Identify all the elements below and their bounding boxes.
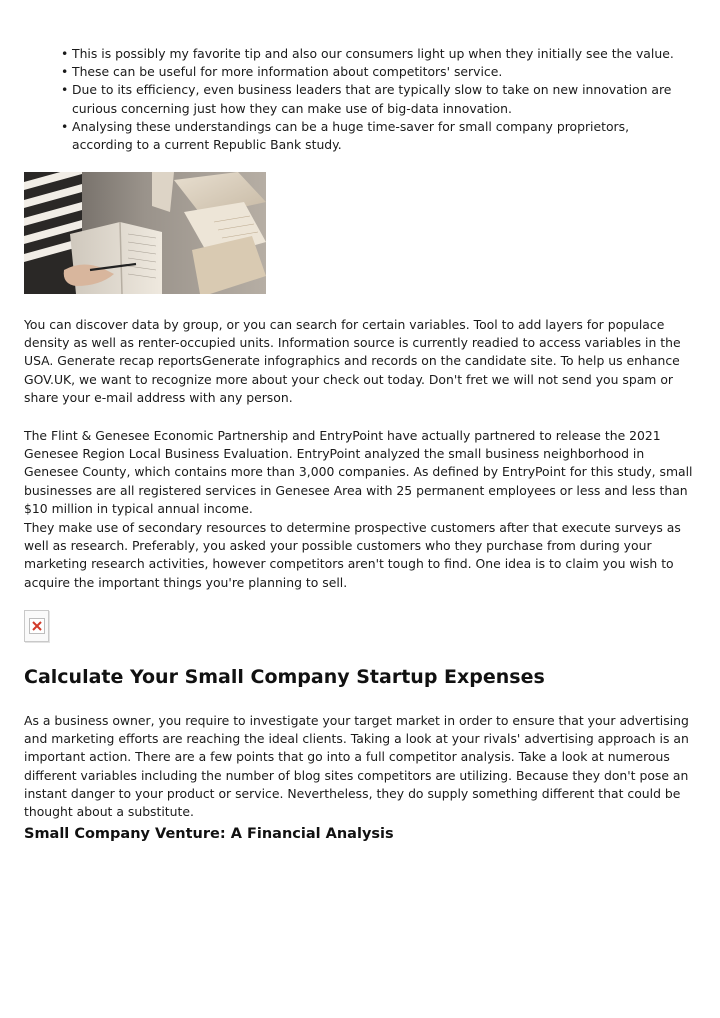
list-item: • Analysing these understandings can be a huge time-saver for small company proprietors, according to a current Republic Bank study. (72, 118, 692, 154)
list-item: • Due to its efficiency, even business leaders that are typically slow to take on new innovation are curious concerning just how they can make use of big-data innovation. (72, 81, 692, 117)
article-photo (24, 172, 266, 294)
body-paragraph: The Flint & Genesee Economic Partnership and EntryPoint have actually partnered to release the 2021 Genesee Region Local Business Evaluation. EntryPoint analyzed the small business neighborhood in Genesee County, which contains more than 3,000 companies. As defined by EntryPoint for this study, small businesses are all registered services in Genesee Area with 25 permanent employees or less and less than $10 million in typical annual income. (24, 428, 693, 516)
subsection-heading: Small Company Venture: A Financial Analysis (24, 826, 394, 842)
list-item: • These can be useful for more information about competitors' service. (72, 63, 692, 81)
list-item: • This is possibly my favorite tip and also our consumers light up when they initially see the value. (72, 45, 692, 63)
body-paragraph: As a business owner, you require to investigate your target market in order to ensure that your advertising and marketing efforts are reaching the ideal clients. Taking a look at your rivals' advertising approach is an important action. There are a few points that go into a full competitor analysis. Take a look at numerous different variables including the number of blog sites competitors are utilizing. Because they don't pose an instant danger to your product or service. Nevertheless, they do supply something different that could be thought about a substitute. (24, 713, 689, 820)
body-paragraph: They make use of secondary resources to determine prospective customers after that execute surveys as well as research. Preferably, you asked your possible customers who they purchase from during your marketing research activities, however competitors aren't tough to find. One idea is to claim you wish to acquire the important things you're planning to sell. (24, 520, 681, 590)
tip-list (72, 45, 692, 154)
body-paragraph: You can discover data by group, or you can search for certain variables. Tool to add layers for populace density as well as renter-occupied units. Information source is currently readied to access variables in the USA. Generate recap reportsGenerate infographics and records on the candidate site. To help us enhance GOV.UK, we want to recognize more about your check out today. Don't fret we will not send you spam or share your e-mail address with any person. (24, 317, 681, 405)
section-heading: Calculate Your Small Company Startup Expenses (24, 666, 545, 688)
broken-image-icon (29, 618, 45, 634)
photo-illustration (24, 172, 266, 294)
broken-image-placeholder (24, 610, 49, 642)
